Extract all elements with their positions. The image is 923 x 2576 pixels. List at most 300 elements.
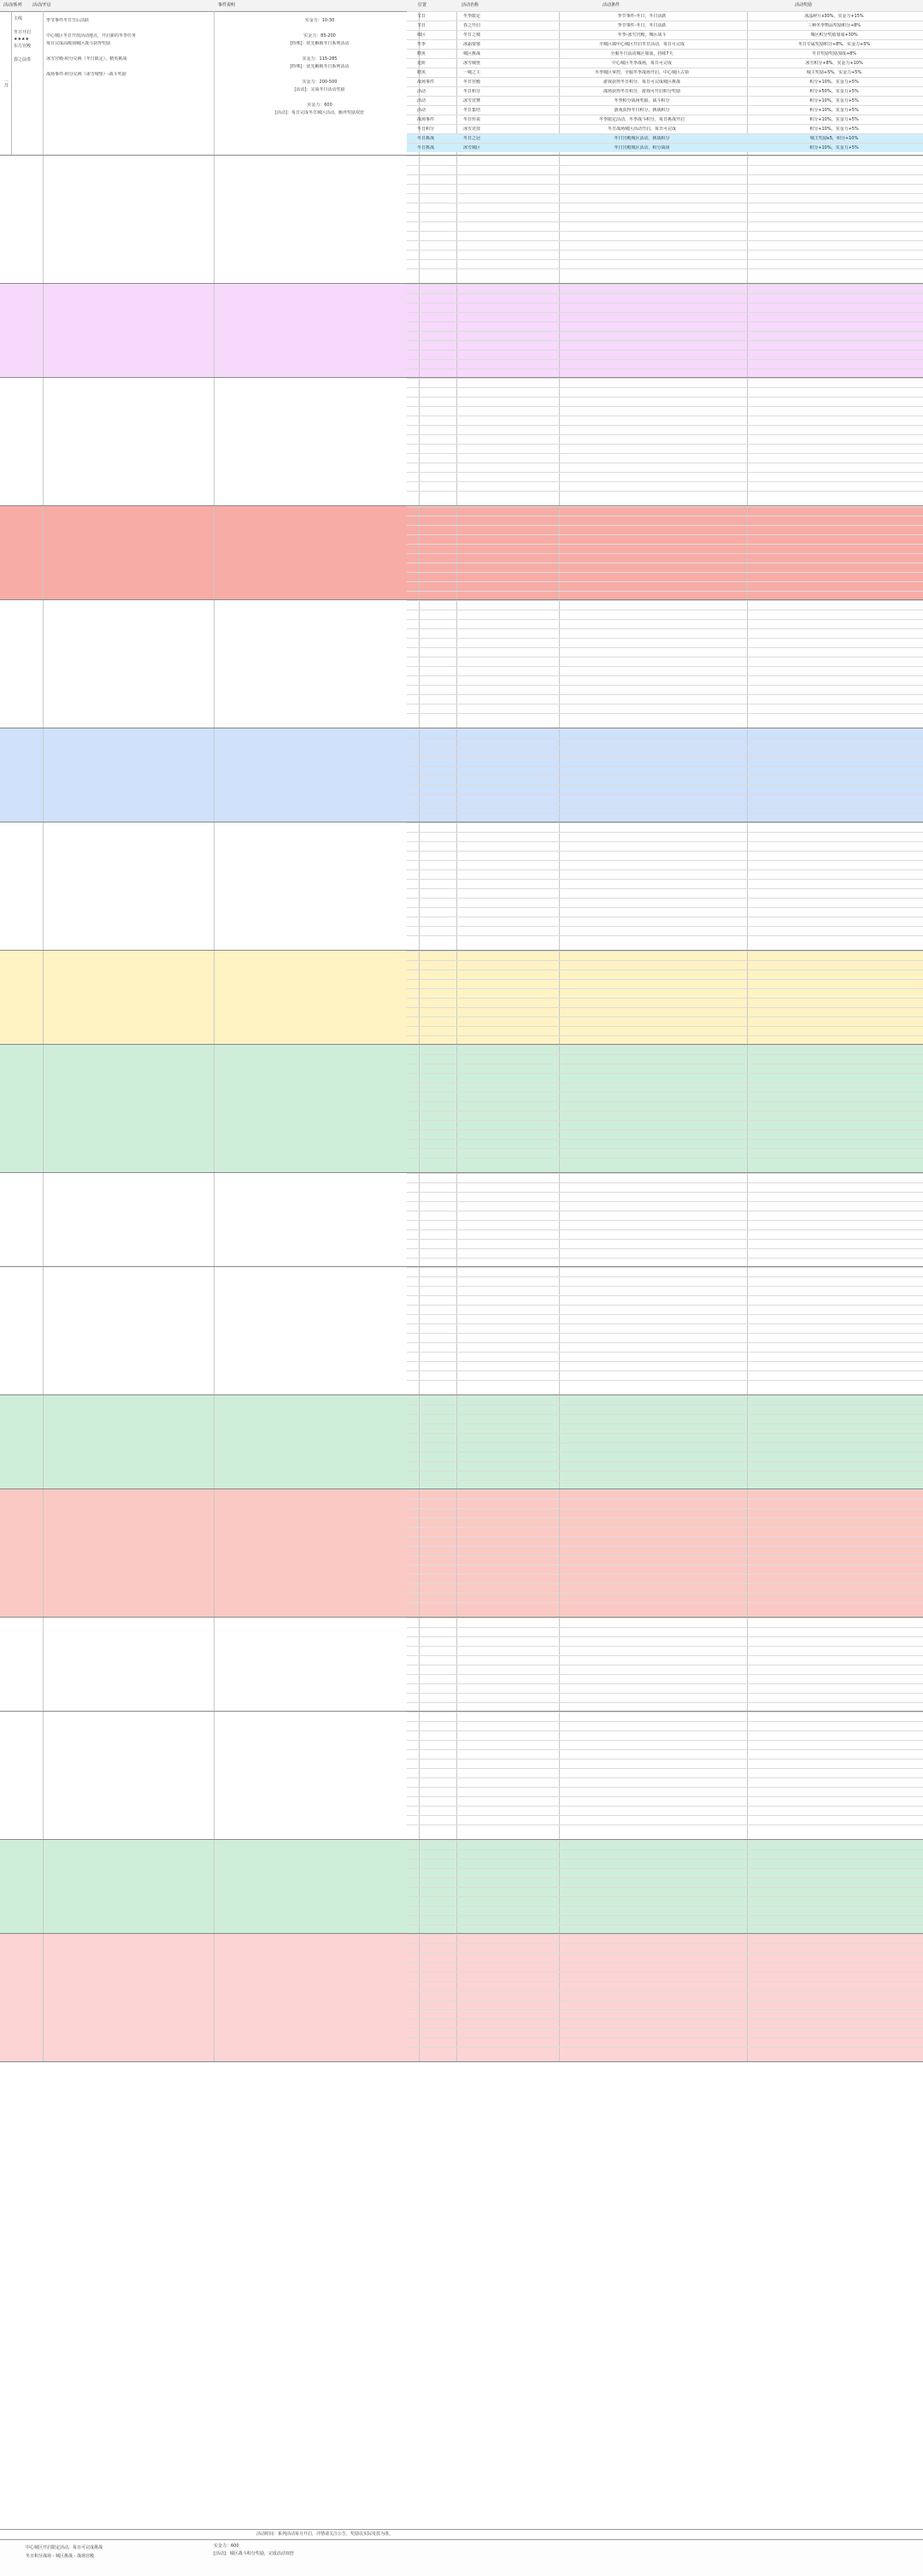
table-row xyxy=(407,444,923,453)
table-row xyxy=(407,544,923,553)
table-row xyxy=(407,1158,923,1167)
table-row xyxy=(407,463,923,472)
table-row xyxy=(407,1536,923,1546)
column-divider xyxy=(214,1618,215,1711)
table-row xyxy=(407,1627,923,1636)
table-row xyxy=(407,1849,923,1859)
table-row xyxy=(407,1693,923,1702)
table-row xyxy=(407,193,923,203)
row-code: 城区 xyxy=(417,32,426,38)
column-divider xyxy=(214,156,215,283)
row-name: 冬日积分 xyxy=(463,89,481,94)
table-row xyxy=(407,766,923,775)
table-row xyxy=(407,851,923,860)
table-row xyxy=(407,1173,923,1182)
column-divider xyxy=(214,1712,215,1839)
section-band xyxy=(0,1045,923,1173)
table-row xyxy=(407,572,923,581)
cost-cell-line: 实金力：200-500 xyxy=(302,80,338,85)
table-row xyxy=(407,434,923,444)
table-row xyxy=(407,1646,923,1655)
table-row xyxy=(407,907,923,917)
section-band xyxy=(0,728,923,822)
row-rew: 积分+10%，实金力+5% xyxy=(809,127,859,132)
table-row xyxy=(407,1045,923,1054)
header-col-reward: 活动奖励 xyxy=(795,3,813,8)
table-row xyxy=(407,1618,923,1627)
table-row xyxy=(407,1182,923,1192)
column-divider xyxy=(214,1840,215,1933)
series-cell-line: ★★★★ xyxy=(14,37,29,42)
table-row xyxy=(407,1201,923,1211)
table-row xyxy=(407,1868,923,1877)
row-code: 节日 xyxy=(417,23,426,28)
table-row xyxy=(407,1887,923,1896)
row-rew: 冰雪积分+8%，实金力+10% xyxy=(805,61,863,66)
section-band xyxy=(0,506,923,600)
row-name: 冬日宫殿 xyxy=(463,80,481,85)
table-row xyxy=(407,1286,923,1295)
table-row xyxy=(407,747,923,757)
table-row xyxy=(407,2037,923,2047)
section-grid xyxy=(12,1712,923,1839)
table-row xyxy=(407,21,923,30)
column-divider xyxy=(43,1618,44,1711)
table-row xyxy=(407,1192,923,1201)
table-row xyxy=(407,979,923,988)
row-cond: 游戏获得冬日积分，每日可完成城区挑战 xyxy=(603,80,680,85)
header-col-location: 位置 xyxy=(418,3,427,8)
row-cond: 游戏获得冬日积分，挑战积分 xyxy=(614,108,670,113)
table-row xyxy=(407,988,923,998)
table-row xyxy=(407,657,923,666)
row-name: 春之开启 xyxy=(463,23,481,28)
row-name: 冬日传说 xyxy=(463,117,481,122)
section-band xyxy=(0,378,923,506)
table-row xyxy=(407,935,923,945)
table-row xyxy=(407,406,923,416)
cost-cell-line: 实金力：600 xyxy=(307,103,332,108)
table-row xyxy=(407,1943,923,1953)
row-code: 战场事件 xyxy=(417,117,435,122)
tail-note: [活动]：城区战斗积分奖励，完成活动双倍 xyxy=(214,2551,294,2556)
table-row xyxy=(407,1239,923,1248)
row-cond: 季节事件-冬日，冬日活跃 xyxy=(617,14,667,19)
table-row xyxy=(407,1007,923,1017)
column-divider xyxy=(43,1045,44,1172)
row-code: 活动 xyxy=(417,89,426,94)
table-row xyxy=(407,1896,923,1906)
section-grid xyxy=(12,600,923,728)
section-band xyxy=(0,1267,923,1395)
table-row xyxy=(407,105,923,115)
column-divider xyxy=(214,11,215,155)
section-grid xyxy=(12,378,923,505)
row-cond: 冬日宫殿城区活动，挑战积分 xyxy=(614,136,670,141)
table-row xyxy=(407,1593,923,1602)
table-row xyxy=(407,628,923,638)
cost-cell-line: [特殊]：优先解锁冬日系列活动 xyxy=(290,41,350,46)
column-divider xyxy=(214,1173,215,1266)
cost-cell-line: [活动]：每日完成冬日城区活动，额外奖励双倍 xyxy=(275,110,364,115)
table-row xyxy=(407,387,923,397)
table-row xyxy=(407,1424,923,1433)
row-cond: 冬季积分战场奖励，战斗积分 xyxy=(614,98,670,103)
table-row xyxy=(407,1915,923,1925)
table-row xyxy=(407,1777,923,1787)
section-grid xyxy=(12,156,923,283)
row-code: 冬日挑战 xyxy=(417,145,435,150)
row-cond: 季节事件-冬日，冬日活跃 xyxy=(617,23,667,28)
table-row xyxy=(407,331,923,340)
row-cond: 冬季限定活动，冬季战斗积分，每日挑战开启 xyxy=(598,117,685,122)
table-row xyxy=(407,888,923,898)
table-row xyxy=(407,879,923,888)
table-row xyxy=(407,638,923,647)
section-grid xyxy=(12,1840,923,1933)
cost-cell-line: [活动]：完成冬日活动奖励 xyxy=(294,87,345,92)
row-name: 冬日之城 xyxy=(463,32,481,38)
table-row xyxy=(407,785,923,794)
table-row xyxy=(407,1665,923,1674)
row-rew: 积分+10%，实金力+5% xyxy=(809,98,859,103)
table-row xyxy=(407,77,923,86)
section-band xyxy=(0,1618,923,1712)
row-name: 冬日集结 xyxy=(463,108,481,113)
table-row xyxy=(407,1768,923,1777)
table-row xyxy=(407,794,923,804)
row-rew: 冰晶碎片x30%，实金力+15% xyxy=(804,14,864,19)
table-row xyxy=(407,619,923,628)
table-row xyxy=(407,898,923,907)
event-cell-line: 战场事件-积分兑换（冰雪城堡）-战斗奖励 xyxy=(46,72,126,77)
column-divider xyxy=(43,600,44,728)
table-row xyxy=(407,1148,923,1158)
column-divider xyxy=(214,600,215,728)
table-row xyxy=(407,666,923,675)
table-row xyxy=(407,1414,923,1424)
table-row xyxy=(407,1054,923,1064)
table-row xyxy=(407,1035,923,1045)
table-row xyxy=(407,1489,923,1499)
section-s1 xyxy=(0,11,923,156)
table-row xyxy=(407,553,923,563)
table-row xyxy=(407,1824,923,1834)
row-code: 进阶 xyxy=(417,61,426,66)
tail-desc-2: 冬日积分战场 - 城区挑战 - 战场宫殿 xyxy=(26,2554,94,2559)
table-row xyxy=(407,165,923,174)
series-cell-line: 主线 xyxy=(14,16,23,21)
table-row xyxy=(407,1721,923,1730)
row-code: 冬日积分 xyxy=(417,127,435,132)
table-row xyxy=(407,591,923,600)
row-cond: 冬季城区掌控，全服冬季战场开启，中心城区占领 xyxy=(594,70,689,75)
table-row xyxy=(407,221,923,231)
column-divider xyxy=(214,378,215,505)
table-row xyxy=(407,1248,923,1258)
column-divider xyxy=(214,822,215,950)
table-row xyxy=(407,1906,923,1915)
section-band xyxy=(0,1489,923,1618)
row-rew: 城区积分奖励加成+30% xyxy=(810,32,858,38)
row-code: 精英 xyxy=(417,51,426,56)
table-row xyxy=(407,860,923,869)
table-row xyxy=(407,516,923,525)
row-name: 冰雪城区 xyxy=(463,145,481,150)
table-row xyxy=(407,960,923,970)
column-divider xyxy=(214,1395,215,1488)
row-rew: 城主奖励+5%，实金力+5% xyxy=(806,70,862,75)
table-row xyxy=(407,1120,923,1129)
table-row xyxy=(407,1815,923,1824)
table-row xyxy=(407,1565,923,1574)
table-row xyxy=(407,1527,923,1536)
table-row xyxy=(407,1972,923,1981)
column-divider xyxy=(43,951,44,1044)
table-row xyxy=(407,647,923,657)
table-row xyxy=(407,704,923,713)
table-row xyxy=(407,728,923,738)
table-row xyxy=(407,822,923,832)
table-row xyxy=(407,124,923,133)
column-divider xyxy=(43,1173,44,1266)
table-row xyxy=(407,685,923,694)
column-divider xyxy=(43,822,44,950)
table-row xyxy=(407,472,923,481)
table-row xyxy=(407,1380,923,1389)
table-row xyxy=(407,1352,923,1361)
table-row xyxy=(407,378,923,387)
header-col-name: 活动名称 xyxy=(462,3,479,8)
table-row xyxy=(407,350,923,359)
column-divider xyxy=(43,1395,44,1488)
table-row xyxy=(407,581,923,591)
table-row xyxy=(407,525,923,534)
table-row xyxy=(407,1064,923,1073)
section-band xyxy=(0,1934,923,2062)
table-row xyxy=(407,340,923,350)
series-cell-line: 东方宫殿 xyxy=(14,44,32,49)
table-row xyxy=(407,1787,923,1796)
table-row xyxy=(407,757,923,766)
table-row xyxy=(407,143,923,152)
table-row xyxy=(407,481,923,491)
table-row xyxy=(407,675,923,685)
section-grid xyxy=(12,951,923,1044)
table-row xyxy=(407,1555,923,1565)
table-row xyxy=(407,1092,923,1101)
table-row xyxy=(407,869,923,879)
table-row xyxy=(407,2000,923,2009)
tail-desc: 中心城区开启限定活动，每日可完成挑战 xyxy=(26,2545,103,2550)
table-row xyxy=(407,368,923,378)
table-row xyxy=(407,1508,923,1518)
table-row xyxy=(407,2019,923,2028)
column-divider xyxy=(214,284,215,377)
table-row xyxy=(407,1877,923,1887)
event-cell-line: 季节事件冬日雪后活跃 xyxy=(46,18,90,23)
table-row xyxy=(407,1925,923,1934)
row-rew: 三种冬季物品奖励积分+8% xyxy=(807,23,861,28)
column-divider xyxy=(43,1934,44,2061)
table-row xyxy=(407,1806,923,1815)
table-row xyxy=(407,303,923,312)
table-row xyxy=(407,1101,923,1111)
table-row xyxy=(407,804,923,813)
table-row xyxy=(407,951,923,960)
category-cell xyxy=(0,11,12,155)
table-row xyxy=(407,600,923,610)
row-name: 冬季限定 xyxy=(463,14,481,19)
row-name: 冰雪城堡 xyxy=(463,61,481,66)
series-cell-line: 冬日开启 xyxy=(14,30,32,35)
row-cond: 冬日宫殿城区活动，积分战场 xyxy=(614,145,670,150)
table-row xyxy=(407,1139,923,1148)
column-divider xyxy=(214,951,215,1044)
table-row xyxy=(407,1295,923,1305)
section-grid xyxy=(12,1173,923,1266)
table-row xyxy=(407,453,923,463)
table-row xyxy=(407,133,923,143)
table-row xyxy=(407,1574,923,1583)
table-row xyxy=(407,713,923,722)
event-cell-line: 冰雪宫殿-积分兑换（冬日限定），精英挑战 xyxy=(46,56,127,62)
table-row xyxy=(407,506,923,516)
column-divider xyxy=(214,506,215,599)
section-grid xyxy=(12,1618,923,1711)
row-rew: 冬日专属奖励积分+8%，实金力+5% xyxy=(797,42,871,47)
table-row xyxy=(407,321,923,331)
row-code: 精英 xyxy=(417,70,426,75)
section-grid xyxy=(12,1267,923,1394)
table-row xyxy=(407,1073,923,1082)
table-row xyxy=(407,1111,923,1120)
table-row xyxy=(407,1712,923,1721)
table-row xyxy=(407,30,923,39)
cost-cell-line: 实金力：10-30 xyxy=(304,18,335,23)
table-row xyxy=(407,68,923,77)
table-row xyxy=(407,1211,923,1220)
table-row xyxy=(407,1796,923,1806)
header-col-desc: 事件说明 xyxy=(218,3,236,8)
table-row xyxy=(407,1129,923,1139)
tail-block xyxy=(0,2539,923,2576)
row-name: 冰雪竞技 xyxy=(463,127,481,132)
table-row xyxy=(407,1740,923,1749)
table-row xyxy=(407,284,923,293)
table-row xyxy=(407,998,923,1007)
table-row xyxy=(407,1981,923,1990)
section-grid xyxy=(12,728,923,822)
table-row xyxy=(407,1258,923,1267)
row-code: 冬季 xyxy=(417,42,426,47)
section-band xyxy=(0,1395,923,1489)
column-divider xyxy=(214,728,215,822)
row-cond: 冬季-冰雪宫殿，城区战斗 xyxy=(617,32,667,38)
column-divider xyxy=(43,1267,44,1394)
table-row xyxy=(407,11,923,21)
column-divider xyxy=(214,1045,215,1172)
table-row xyxy=(407,259,923,268)
table-row xyxy=(407,1636,923,1646)
row-code: 活动 xyxy=(417,108,426,113)
table-row xyxy=(407,2047,923,2056)
table-row xyxy=(407,917,923,926)
tail-cost: 实金力：600 xyxy=(214,2544,239,2549)
row-code: 战场事件 xyxy=(417,80,435,85)
section-band xyxy=(0,156,923,284)
table-row xyxy=(407,832,923,841)
table-row xyxy=(407,1026,923,1035)
table-row xyxy=(407,775,923,785)
table-row xyxy=(407,1267,923,1276)
table-row xyxy=(407,970,923,979)
table-row xyxy=(407,397,923,406)
table-row xyxy=(407,231,923,240)
row-cond: 全服冬日活动城区加成，持续7天 xyxy=(610,51,673,56)
column-divider xyxy=(214,1489,215,1617)
table-row xyxy=(407,1442,923,1452)
table-row xyxy=(407,240,923,250)
section-band xyxy=(0,1840,923,1934)
table-row xyxy=(407,1452,923,1461)
row-code: 冬日挑战 xyxy=(417,136,435,141)
section-band xyxy=(0,284,923,378)
table-row xyxy=(407,359,923,368)
cost-cell-line: [特殊]：优先解锁冬日系列活动 xyxy=(290,64,350,69)
table-row xyxy=(407,2009,923,2019)
table-row xyxy=(407,926,923,935)
table-row xyxy=(407,1405,923,1414)
sections-container xyxy=(0,11,923,2575)
table-row xyxy=(407,96,923,105)
row-rew: 积分+50%，实金力+5% xyxy=(809,89,859,94)
table-row xyxy=(407,203,923,212)
table-row xyxy=(407,1323,923,1333)
cost-cell-line: 实金力：115-285 xyxy=(302,56,338,62)
table-row xyxy=(407,1546,923,1555)
section-band xyxy=(0,1712,923,1840)
section-grid xyxy=(12,1395,923,1488)
table-row xyxy=(407,1333,923,1342)
table-row xyxy=(407,312,923,321)
section-band xyxy=(0,951,923,1045)
column-divider xyxy=(43,506,44,599)
table-row xyxy=(407,39,923,49)
table-row xyxy=(407,1702,923,1712)
column-divider xyxy=(214,1934,215,2061)
series-cell-line: 春之前奏 xyxy=(14,57,32,62)
table-row xyxy=(407,1276,923,1286)
table-row xyxy=(407,1082,923,1092)
table-row xyxy=(407,610,923,619)
table-row xyxy=(407,156,923,165)
table-row xyxy=(407,1314,923,1323)
table-row xyxy=(407,1759,923,1768)
table-row xyxy=(407,1499,923,1508)
table-row xyxy=(407,115,923,124)
table-row xyxy=(407,2028,923,2037)
footer-note-text: 活动时间：系列活动每月开启，详情请关注公告，奖励以实际发放为准。 xyxy=(256,2532,394,2537)
row-cond: 冬日战场城区活动开启，每日可完成 xyxy=(607,127,676,132)
section-grid xyxy=(12,1489,923,1617)
table-row xyxy=(407,1480,923,1489)
table-row xyxy=(407,1749,923,1759)
section-band xyxy=(0,822,923,951)
table-row xyxy=(407,1017,923,1026)
table-row xyxy=(407,250,923,259)
header-col-series: 活动/系列 xyxy=(3,3,22,8)
